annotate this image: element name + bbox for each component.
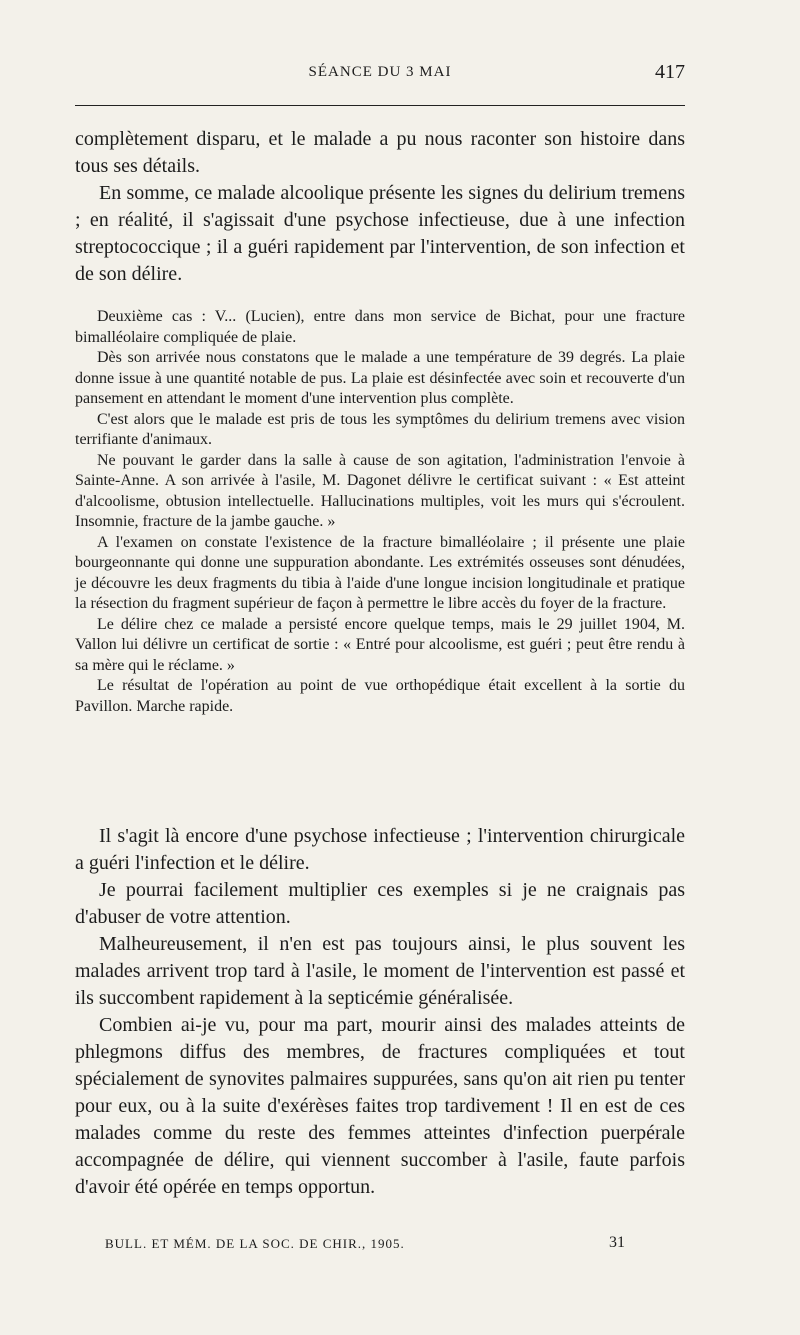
paragraph: Je pourrai facilement multiplier ces exemples si je ne craignais pas d'abuser de votre attention.	[75, 879, 685, 928]
paragraph: Combien ai-je vu, pour ma part, mourir ainsi des malades atteints de phlegmons diffus des membres, de fractures compliquées et tout spécialement de synovites palmaires suppurées, sans qu'on ait rien pu tenter pour eux, ou à la suite d'exérèses faites trop tardivement ! Il en est de ces malades comme du reste des femmes atteintes d'infection puerpérale accompagnée de délire, qui viennent succomber à l'asile, faute parfois d'avoir été opérée en temps opportun.	[75, 1014, 685, 1198]
header-rule	[75, 105, 685, 106]
closing-section	[75, 823, 685, 1201]
signature-number: 31	[609, 1234, 625, 1251]
opening-section	[75, 126, 685, 288]
paragraph: Il s'agit là encore d'une psychose infectieuse ; l'intervention chirurgicale a guéri l'infection et le délire.	[75, 825, 685, 874]
page-footer	[105, 1236, 625, 1258]
journal-reference: BULL. ET MÉM. DE LA SOC. DE CHIR., 1905.	[105, 1236, 405, 1251]
case-paragraph: Ne pouvant le garder dans la salle à cause de son agitation, l'administration l'envoie à Sainte-Anne. A son arrivée à l'asile, M. Dagonet délivre le certificat suivant : « Est atteint d'alcoolisme, obtusion intellectuelle. Hallucinations multiples, voit les murs qui s'écroulent. Insomnie, fracture de la jambe gauche. »	[75, 451, 685, 530]
case-report	[75, 307, 685, 717]
running-header	[75, 61, 685, 94]
case-paragraph: C'est alors que le malade est pris de tous les symptômes du delirium tremens avec vision terrifiante d'animaux.	[75, 410, 685, 448]
paragraph: Malheureusement, il n'en est pas toujours ainsi, le plus souvent les malades arrivent trop tard à l'asile, le moment de l'intervention est passé et ils succombent rapidement à la septicémie généralisée.	[75, 933, 685, 1009]
case-paragraph: Le délire chez ce malade a persisté encore quelque temps, mais le 29 juillet 1904, M. Vallon lui délivre un certificat de sortie : « Entré pour alcoolisme, est guéri ; peut être rendu à sa mère qui le réclame. »	[75, 615, 685, 674]
case-paragraph: Deuxième cas : V... (Lucien), entre dans mon service de Bichat, pour une fracture bimalléolaire compliquée de plaie.	[75, 308, 685, 346]
case-paragraph: Le résultat de l'opération au point de vue orthopédique était excellent à la sortie du Pavillon. Marche rapide.	[75, 677, 685, 715]
case-paragraph: Dès son arrivée nous constatons que le malade a une température de 39 degrés. La plaie donne issue à une quantité notable de pus. La plaie est désinfectée avec soin et recouverte d'un pansement en attendant le moment d'une intervention plus complète.	[75, 349, 685, 407]
case-paragraph: A l'examen on constate l'existence de la fracture bimalléolaire ; il présente une plaie bourgeonnante qui donne une suppuration abondante. Les extrémités osseuses sont dénudées, je découvre les deux fragments du tibia à l'aide d'une longue incision longitudinale et pratique la résection du fragment supérieur de façon à permettre le libre accès du foyer de la fracture.	[75, 533, 685, 612]
paragraph: En somme, ce malade alcoolique présente les signes du delirium tremens ; en réalité, il s'agissait d'une psychose infectieuse, due à une infection streptococcique ; il a guéri rapidement par l'intervention, de son infection et de son délire.	[75, 182, 685, 285]
page-number: 417	[655, 61, 685, 83]
paragraph: complètement disparu, et le malade a pu nous raconter son histoire dans tous ses détails.	[75, 128, 685, 177]
header-title: SÉANCE DU 3 MAI	[308, 64, 452, 80]
